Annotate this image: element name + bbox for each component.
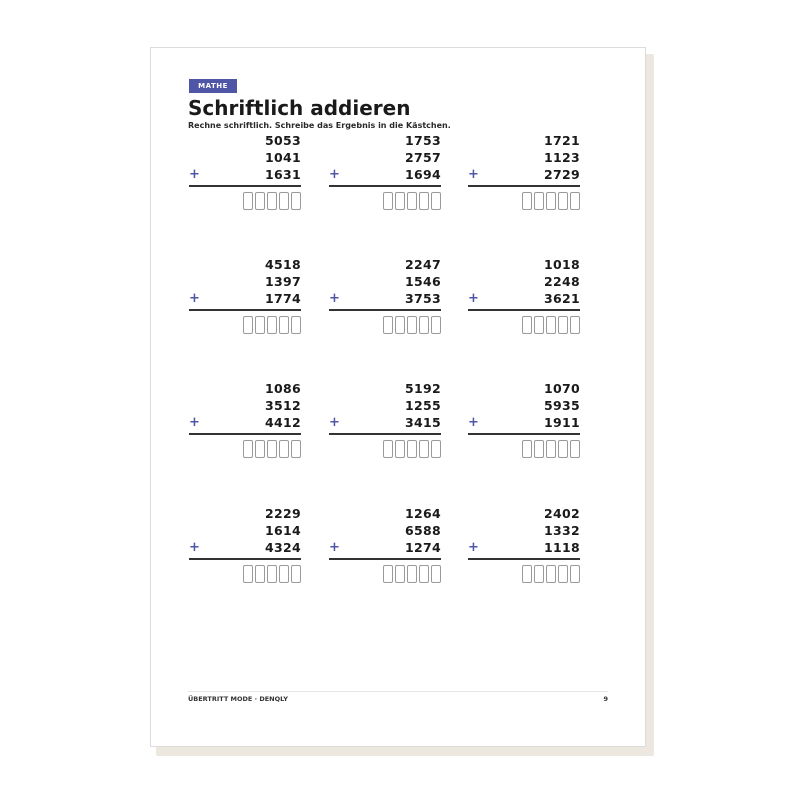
- sum-line: [468, 185, 580, 187]
- addition-problem: [189, 258, 301, 338]
- answer-digit-box[interactable]: [243, 316, 253, 334]
- plus-sign: +: [189, 167, 200, 182]
- answer-digit-box[interactable]: [570, 192, 580, 210]
- answer-digit-box[interactable]: [534, 192, 544, 210]
- answer-digit-box[interactable]: [546, 316, 556, 334]
- answer-digit-box[interactable]: [558, 192, 568, 210]
- addend: 1397: [265, 274, 301, 289]
- answer-digit-box[interactable]: [522, 192, 532, 210]
- addend: 2247: [405, 257, 441, 272]
- answer-digit-box[interactable]: [419, 440, 429, 458]
- answer-boxes: [522, 440, 580, 458]
- answer-digit-box[interactable]: [558, 440, 568, 458]
- addend: 4324: [265, 540, 301, 555]
- answer-digit-box[interactable]: [534, 440, 544, 458]
- answer-digit-box[interactable]: [267, 440, 277, 458]
- answer-digit-box[interactable]: [279, 565, 289, 583]
- addend: 1631: [265, 167, 301, 182]
- answer-digit-box[interactable]: [431, 192, 441, 210]
- plus-sign: +: [189, 415, 200, 430]
- answer-digit-box[interactable]: [291, 440, 301, 458]
- sum-line: [189, 309, 301, 311]
- addend: 1123: [544, 150, 580, 165]
- plus-sign: +: [468, 167, 479, 182]
- addition-problem: [329, 507, 441, 587]
- answer-digit-box[interactable]: [267, 565, 277, 583]
- answer-digit-box[interactable]: [383, 440, 393, 458]
- answer-digit-box[interactable]: [291, 192, 301, 210]
- answer-digit-box[interactable]: [395, 316, 405, 334]
- addition-problem: [468, 382, 580, 462]
- answer-digit-box[interactable]: [291, 565, 301, 583]
- answer-digit-box[interactable]: [383, 565, 393, 583]
- worksheet-page: [150, 47, 646, 747]
- plus-sign: +: [468, 540, 479, 555]
- answer-digit-box[interactable]: [395, 440, 405, 458]
- sum-line: [329, 309, 441, 311]
- sum-line: [189, 185, 301, 187]
- footer-divider: [188, 691, 608, 692]
- answer-digit-box[interactable]: [407, 565, 417, 583]
- answer-digit-box[interactable]: [267, 192, 277, 210]
- addend: 3415: [405, 415, 441, 430]
- answer-digit-box[interactable]: [570, 316, 580, 334]
- addend: 1774: [265, 291, 301, 306]
- plus-sign: +: [329, 291, 340, 306]
- addend: 1721: [544, 133, 580, 148]
- instruction-text: Rechne schriftlich. Schreibe das Ergebnis in die Kästchen.: [188, 121, 451, 130]
- sum-line: [329, 185, 441, 187]
- addend: 3512: [265, 398, 301, 413]
- answer-digit-box[interactable]: [570, 440, 580, 458]
- answer-boxes: [522, 192, 580, 210]
- addend: 1118: [544, 540, 580, 555]
- addend: 1018: [544, 257, 580, 272]
- answer-digit-box[interactable]: [383, 316, 393, 334]
- answer-digit-box[interactable]: [255, 440, 265, 458]
- addend: 6588: [405, 523, 441, 538]
- sum-line: [189, 433, 301, 435]
- addend: 4412: [265, 415, 301, 430]
- answer-boxes: [383, 440, 441, 458]
- answer-digit-box[interactable]: [558, 316, 568, 334]
- addend: 2757: [405, 150, 441, 165]
- subject-badge: MATHE: [189, 79, 237, 93]
- addend: 1264: [405, 506, 441, 521]
- addend: 2402: [544, 506, 580, 521]
- answer-boxes: [243, 565, 301, 583]
- answer-digit-box[interactable]: [522, 565, 532, 583]
- answer-digit-box[interactable]: [243, 192, 253, 210]
- addition-problem: [189, 507, 301, 587]
- answer-digit-box[interactable]: [407, 192, 417, 210]
- answer-digit-box[interactable]: [419, 316, 429, 334]
- addend: 1332: [544, 523, 580, 538]
- answer-digit-box[interactable]: [546, 440, 556, 458]
- addend: 3753: [405, 291, 441, 306]
- answer-digit-box[interactable]: [431, 316, 441, 334]
- plus-sign: +: [329, 167, 340, 182]
- plus-sign: +: [468, 291, 479, 306]
- answer-digit-box[interactable]: [279, 316, 289, 334]
- answer-boxes: [383, 316, 441, 334]
- sum-line: [468, 309, 580, 311]
- addition-problem: [329, 134, 441, 214]
- plus-sign: +: [468, 415, 479, 430]
- answer-boxes: [243, 440, 301, 458]
- addend: 2729: [544, 167, 580, 182]
- answer-boxes: [243, 192, 301, 210]
- answer-digit-box[interactable]: [255, 192, 265, 210]
- answer-digit-box[interactable]: [431, 440, 441, 458]
- addition-problem: [329, 258, 441, 338]
- answer-digit-box[interactable]: [243, 440, 253, 458]
- addend: 1694: [405, 167, 441, 182]
- plus-sign: +: [189, 540, 200, 555]
- addend: 1086: [265, 381, 301, 396]
- plus-sign: +: [189, 291, 200, 306]
- answer-digit-box[interactable]: [419, 565, 429, 583]
- addend: 1911: [544, 415, 580, 430]
- addend: 2229: [265, 506, 301, 521]
- answer-digit-box[interactable]: [279, 440, 289, 458]
- answer-digit-box[interactable]: [407, 316, 417, 334]
- answer-digit-box[interactable]: [291, 316, 301, 334]
- addend: 1255: [405, 398, 441, 413]
- addend: 1614: [265, 523, 301, 538]
- addend: 2248: [544, 274, 580, 289]
- addend: 5935: [544, 398, 580, 413]
- addition-problem: [329, 382, 441, 462]
- addend: 1274: [405, 540, 441, 555]
- answer-digit-box[interactable]: [267, 316, 277, 334]
- answer-digit-box[interactable]: [255, 316, 265, 334]
- answer-digit-box[interactable]: [546, 565, 556, 583]
- answer-digit-box[interactable]: [279, 192, 289, 210]
- answer-digit-box[interactable]: [255, 565, 265, 583]
- answer-digit-box[interactable]: [522, 316, 532, 334]
- addend: 5192: [405, 381, 441, 396]
- answer-boxes: [383, 565, 441, 583]
- answer-digit-box[interactable]: [534, 316, 544, 334]
- answer-digit-box[interactable]: [546, 192, 556, 210]
- page-number: 9: [603, 695, 608, 703]
- addend: 1546: [405, 274, 441, 289]
- addend: 1753: [405, 133, 441, 148]
- answer-boxes: [522, 565, 580, 583]
- answer-digit-box[interactable]: [558, 565, 568, 583]
- answer-digit-box[interactable]: [431, 565, 441, 583]
- sum-line: [329, 433, 441, 435]
- addend: 4518: [265, 257, 301, 272]
- sum-line: [329, 558, 441, 560]
- answer-digit-box[interactable]: [395, 192, 405, 210]
- answer-boxes: [243, 316, 301, 334]
- plus-sign: +: [329, 415, 340, 430]
- answer-digit-box[interactable]: [383, 192, 393, 210]
- plus-sign: +: [329, 540, 340, 555]
- answer-digit-box[interactable]: [534, 565, 544, 583]
- answer-boxes: [383, 192, 441, 210]
- addition-problem: [468, 134, 580, 214]
- answer-digit-box[interactable]: [407, 440, 417, 458]
- addition-problem: [189, 382, 301, 462]
- answer-boxes: [522, 316, 580, 334]
- answer-digit-box[interactable]: [395, 565, 405, 583]
- addition-problem: [468, 258, 580, 338]
- addition-problem: [189, 134, 301, 214]
- sum-line: [468, 433, 580, 435]
- addend: 1041: [265, 150, 301, 165]
- answer-digit-box[interactable]: [243, 565, 253, 583]
- sum-line: [468, 558, 580, 560]
- answer-digit-box[interactable]: [419, 192, 429, 210]
- addend: 3621: [544, 291, 580, 306]
- sum-line: [189, 558, 301, 560]
- addend: 1070: [544, 381, 580, 396]
- addend: 5053: [265, 133, 301, 148]
- page-title: Schriftlich addieren: [188, 96, 411, 120]
- answer-digit-box[interactable]: [522, 440, 532, 458]
- addition-problem: [468, 507, 580, 587]
- answer-digit-box[interactable]: [570, 565, 580, 583]
- footer-text: ÜBERTRITT MODE · DENQLY: [188, 695, 288, 703]
